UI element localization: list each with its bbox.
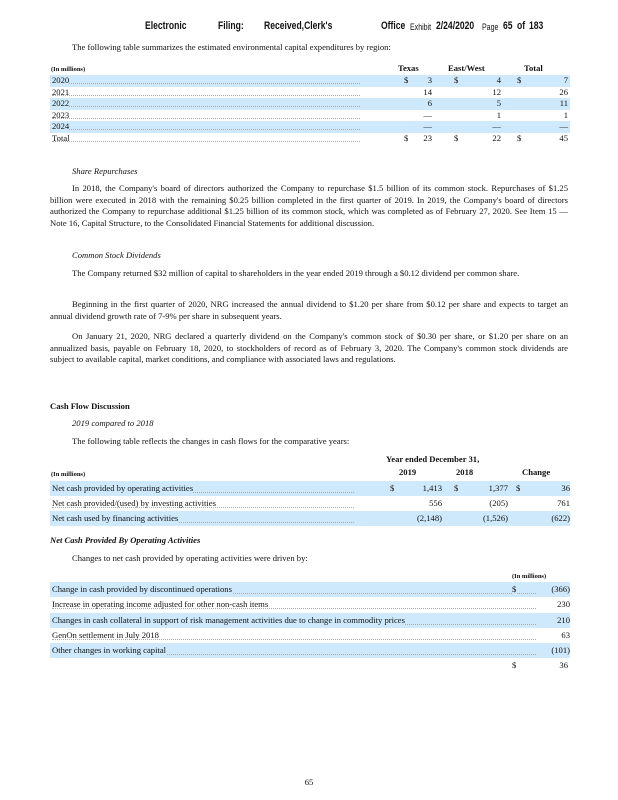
cash-flow-subheading: 2019 compared to 2018 <box>72 418 154 428</box>
cell-value: 63 <box>559 628 570 643</box>
cell-value: — <box>492 121 501 132</box>
row-label: Increase in operating income adjusted for other non-cash items <box>52 599 269 610</box>
cell-value: 26 <box>559 86 568 97</box>
row-label: Other changes in working capital <box>52 643 166 658</box>
dot-leader <box>52 106 360 107</box>
cell-value: 22 <box>492 133 501 143</box>
row-label: Net cash provided/(used) by investing activities <box>52 498 216 508</box>
cell-value: (366) <box>549 582 570 597</box>
currency-symbol: $ <box>390 483 395 493</box>
currency-symbol: $ <box>517 133 522 143</box>
cell-value: 1,377 <box>488 483 508 493</box>
cell-value: (1,526) <box>482 513 508 523</box>
cell-value: 1 <box>496 109 501 120</box>
table-row <box>50 98 570 110</box>
cell-value: 14 <box>423 86 432 97</box>
row-label: 2023 <box>52 109 70 120</box>
currency-symbol: $ <box>404 133 409 143</box>
row-label: 2021 <box>52 86 70 97</box>
cell-value: 36 <box>561 483 570 493</box>
row-label: Total <box>52 133 70 143</box>
cell-value: 556 <box>429 498 442 508</box>
table-row <box>50 481 570 496</box>
table-unit: (In millions) <box>512 573 547 580</box>
table-row <box>50 87 570 99</box>
header-filing: Filing: <box>218 20 244 32</box>
cell-value: 23 <box>423 133 432 143</box>
currency-symbol: $ <box>454 75 459 85</box>
table-unit: (In millions) <box>51 471 86 478</box>
dividends-heading: Common Stock Dividends <box>72 250 161 260</box>
row-label: Net cash provided by operating activities <box>52 481 193 496</box>
row-label: Change in cash provided by discontinued operations <box>52 582 232 597</box>
cash-flow-intro: The following table reflects the changes in cash flows for the comparative years: <box>72 436 350 446</box>
table-row <box>50 613 570 628</box>
cell-value: 5 <box>496 98 501 109</box>
header-page: 65 <box>503 20 513 32</box>
col-header: Texas <box>398 63 419 73</box>
table-row <box>50 643 570 658</box>
share-repurchases-heading: Share Repurchases <box>72 166 138 176</box>
dot-leader <box>52 129 360 130</box>
row-label: Net cash used by financing activities <box>52 511 178 526</box>
cell-value: 761 <box>557 498 570 508</box>
col-header: Total <box>524 63 543 73</box>
col-header: 2018 <box>456 467 474 477</box>
cell-value: — <box>559 121 568 132</box>
currency-symbol: $ <box>454 483 459 493</box>
col-header: East/West <box>448 63 485 73</box>
row-label: 2020 <box>52 75 70 85</box>
operating-total: 36 <box>559 660 568 670</box>
table-row <box>50 110 570 122</box>
header-page-label: Page <box>482 22 499 32</box>
page-number: 65 <box>304 777 314 787</box>
cell-value: 11 <box>559 98 568 109</box>
header-exhibit: Exhibit <box>410 22 432 32</box>
header-office: Office <box>381 20 406 32</box>
group-header: Year ended December 31, <box>386 454 480 464</box>
cell-value: (205) <box>489 498 508 508</box>
cell-value: 45 <box>559 133 568 143</box>
cell-value: 230 <box>555 597 570 612</box>
currency-symbol: $ <box>404 75 409 85</box>
header-received: Received,Clerk's <box>264 20 333 32</box>
header-date: 2/24/2020 <box>436 20 475 32</box>
cell-value: 1 <box>563 109 568 120</box>
table-row <box>50 582 570 597</box>
row-label: GenOn settlement in July 2018 <box>52 629 159 640</box>
operating-heading: Net Cash Provided By Operating Activities <box>50 535 201 545</box>
intro-text: The following table summarizes the estimated environmental capital expenditures by region: <box>72 42 391 52</box>
table-row <box>50 511 570 526</box>
cell-value: 12 <box>492 86 501 97</box>
cell-value: — <box>423 109 432 120</box>
currency-symbol: $ <box>454 133 459 143</box>
cell-value: 6 <box>427 98 432 109</box>
col-header: 2019 <box>399 467 417 477</box>
cell-value: 210 <box>555 613 570 628</box>
dividends-paragraph: Beginning in the first quarter of 2020, NRG increased the annual dividend to $1.20 per share from $0.12 per share and expects to target an annual dividend growth rate of 7-9% per share in subsequent years. <box>50 299 568 321</box>
header-total-pages: 183 <box>529 20 544 32</box>
dot-leader <box>52 95 360 96</box>
cell-value: (101) <box>549 643 570 658</box>
cell-value: (622) <box>551 513 570 523</box>
row-label: Changes in cash collateral in support of risk management activities due to change in commodity prices <box>52 613 405 628</box>
currency-symbol: $ <box>517 75 522 85</box>
table-row <box>50 133 570 145</box>
cell-value: 7 <box>563 75 568 85</box>
header-of: of <box>517 20 526 32</box>
dividends-paragraph: The Company returned $32 million of capital to shareholders in the year ended 2019 through a $0.12 dividend per common share. <box>72 268 520 278</box>
cell-value: 3 <box>427 75 432 85</box>
cell-value: 4 <box>496 75 501 85</box>
dot-leader <box>52 141 360 142</box>
cell-value: 1,413 <box>422 483 442 493</box>
row-label: 2022 <box>52 98 70 109</box>
row-label: 2024 <box>52 121 70 132</box>
share-repurchases-text: In 2018, the Company's board of directors authorized the Company to repurchase $1.5 billion of its common stock. Repurchases of $1.25 billion were executed in 2018 with the remaining $0.25 billion completed in the first quarter of 2019. In 2019, the Company's board of directors authorized the Company to repurchase additional $1.25 billion of its common stock, which was completed as of February 27, 2020. See Item 15 —Note 16, Capital Structure, to the Consolidated Financial Statements for additional discussion. <box>50 183 568 228</box>
currency-symbol: $ <box>512 582 516 597</box>
operating-intro: Changes to net cash provided by operating activities were driven by: <box>72 553 308 563</box>
dividends-paragraph: On January 21, 2020, NRG declared a quarterly dividend on the Company's common stock of $0.30 per share, or $1.20 per share on an annualized basis, payable on February 18, 2020, to stockholders of record as of February 3, 2020. The Company's common stock dividends are subject to available capital, market conditions, and compliance with associated laws and regulations. <box>50 331 568 365</box>
table-row <box>50 496 570 511</box>
col-header: Change <box>522 467 551 477</box>
currency-symbol: $ <box>516 483 521 493</box>
table-row <box>50 121 570 133</box>
dot-leader <box>52 118 360 119</box>
table-unit: (In millions) <box>51 66 86 73</box>
header-electronic: Electronic <box>145 20 187 32</box>
cell-value: (2,148) <box>416 513 442 523</box>
currency-symbol: $ <box>512 660 517 670</box>
dot-leader <box>52 83 360 84</box>
table-row <box>50 628 570 643</box>
table-row <box>50 75 570 87</box>
table-row <box>50 597 570 612</box>
cell-value: — <box>423 121 432 132</box>
cash-flow-heading: Cash Flow Discussion <box>50 401 130 411</box>
